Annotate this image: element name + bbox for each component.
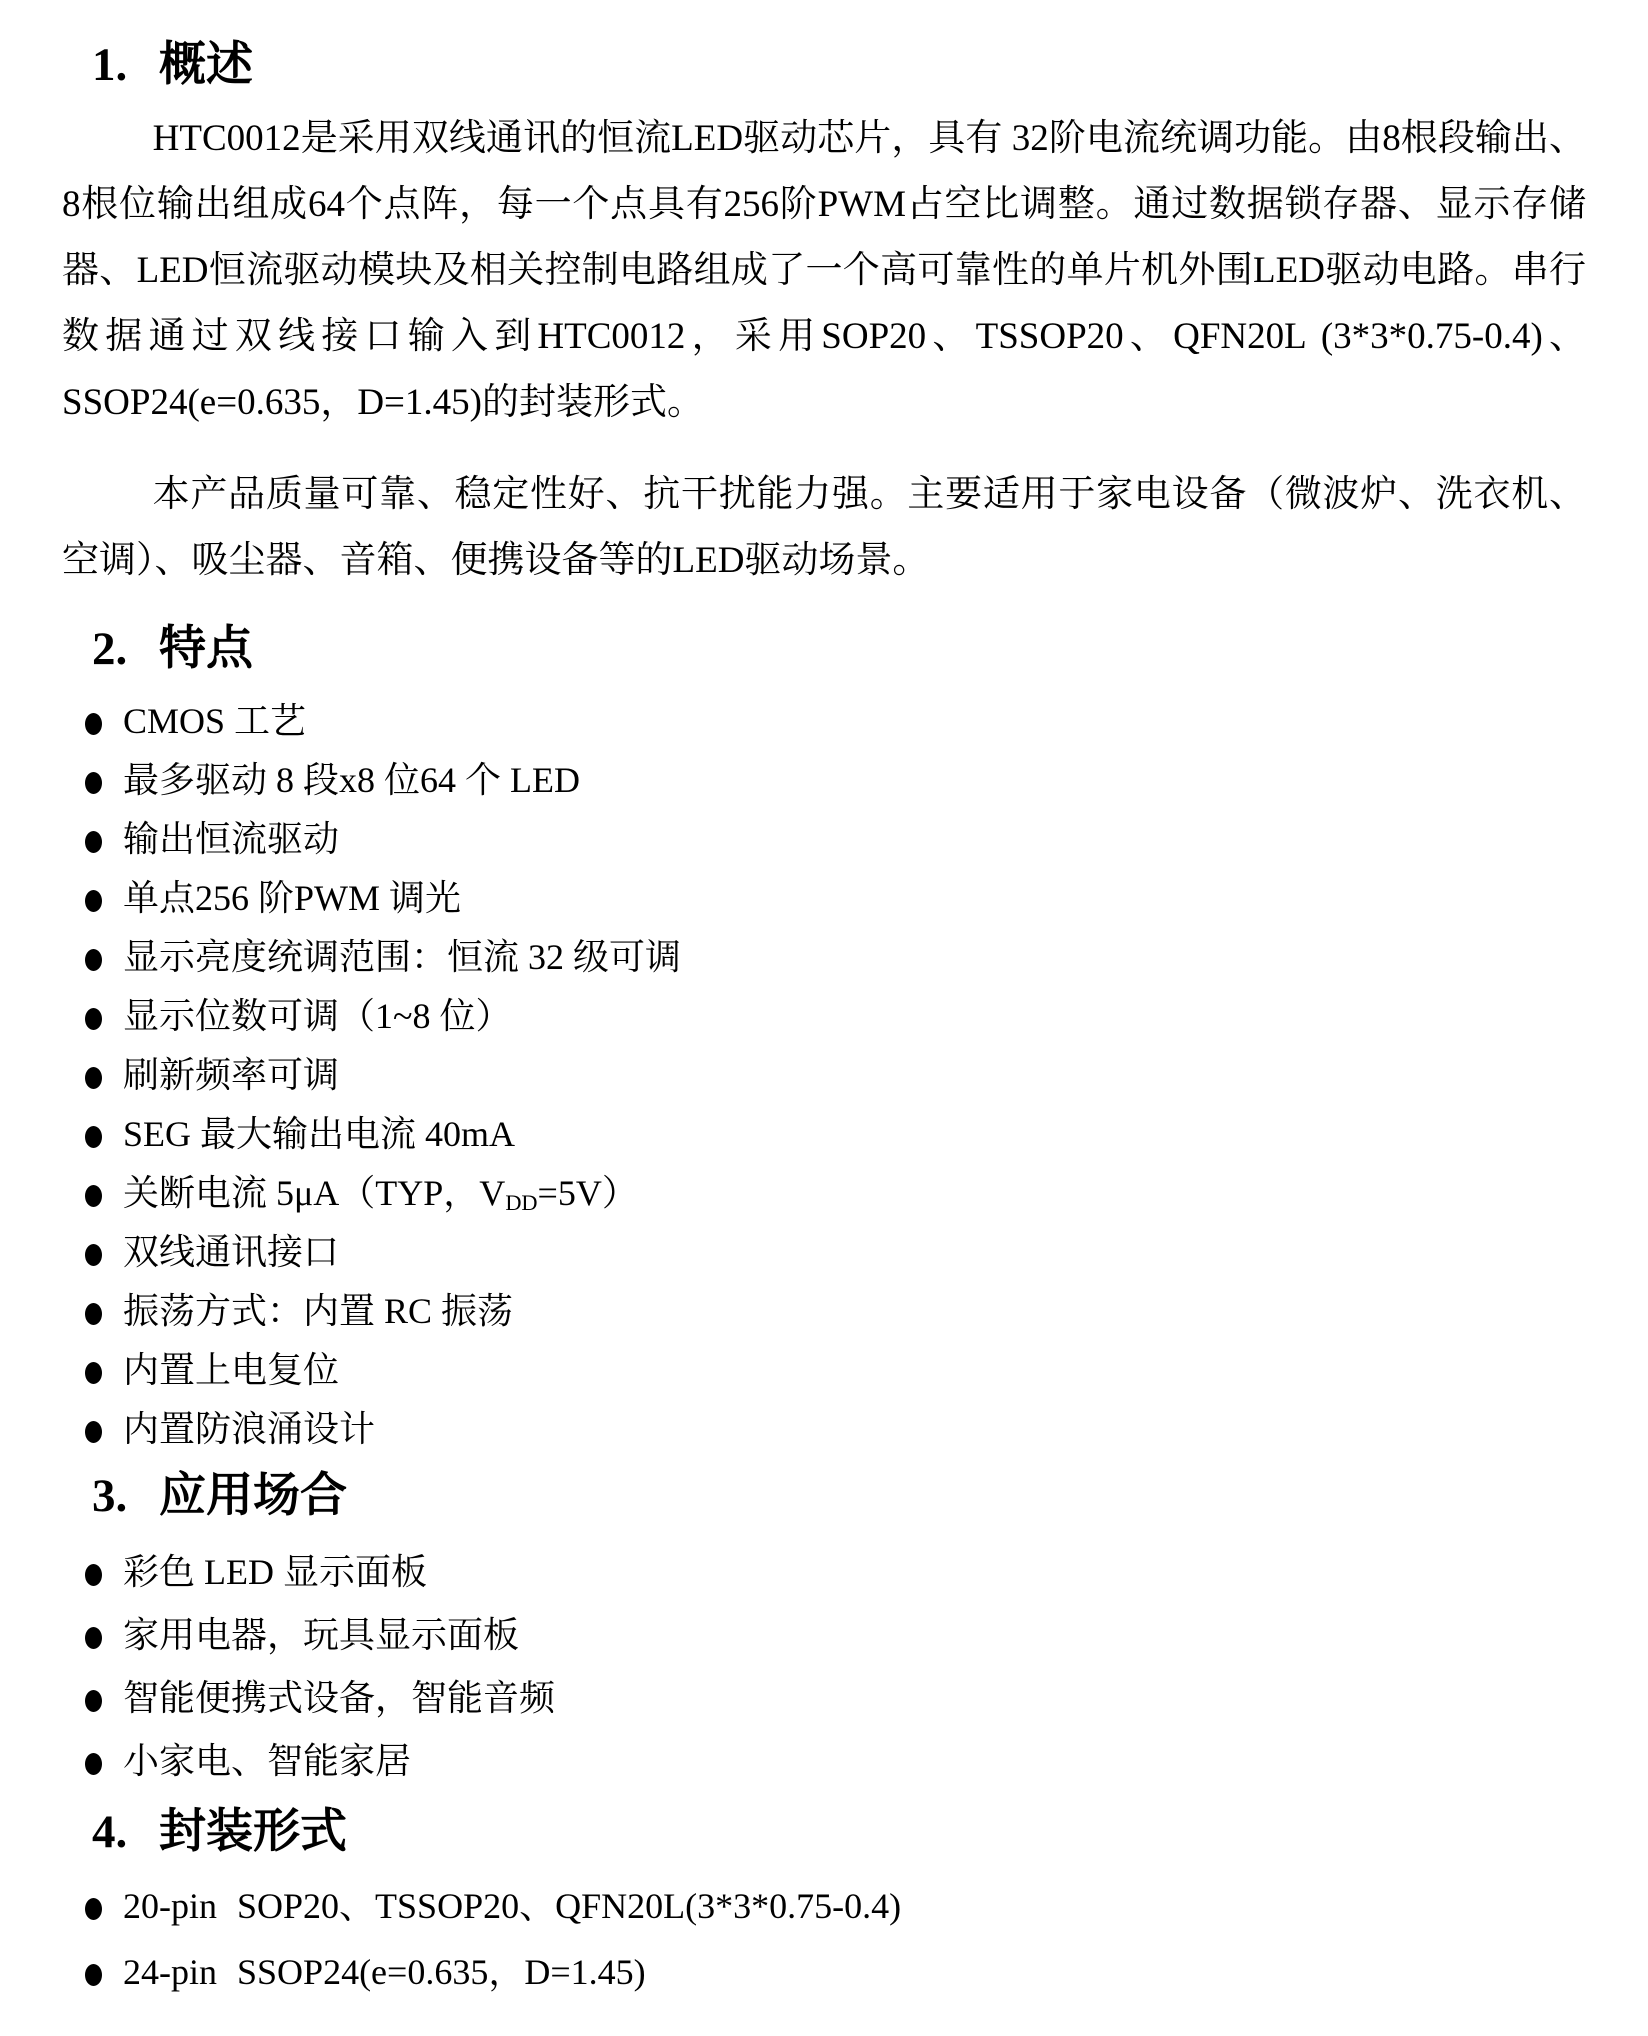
section-overview-title: 概述 xyxy=(159,39,253,91)
feature-text: 刷新频率可调 xyxy=(123,1055,340,1095)
feature-text: SEG 最大输出电流 40mA xyxy=(123,1114,516,1154)
application-text: 小家电、智能家居 xyxy=(123,1741,412,1781)
package-text xyxy=(123,1952,646,1992)
section-applications-title: 应用场合 xyxy=(159,1470,347,1522)
package-names: SOP20、TSSOP20、QFN20L(3*3*0.75-0.4) xyxy=(237,1886,902,1926)
feature-item xyxy=(62,928,1586,987)
applications-list xyxy=(62,1541,1586,1793)
feature-item xyxy=(62,1400,1586,1459)
feature-text-pre: 关断电流 5μA（TYP，V xyxy=(123,1173,506,1213)
feature-text: 输出恒流驱动 xyxy=(123,819,340,859)
application-text: 彩色 LED 显示面板 xyxy=(123,1552,427,1592)
bullet-icon xyxy=(85,1185,102,1207)
bullet-icon xyxy=(85,1564,102,1586)
feature-text: 振荡方式：内置 RC 振荡 xyxy=(123,1291,514,1331)
package-names: SSOP24(e=0.635，D=1.45) xyxy=(237,1952,646,1992)
application-item xyxy=(62,1667,1586,1730)
overview-paragraph-2: 本产品质量可靠、稳定性好、抗干扰能力强。主要适用于家电设备（微波炉、洗衣机、空调）、吸尘器、音箱、便携设备等的LED驱动场景。 xyxy=(62,474,1586,581)
feature-text: 双线通讯接口 xyxy=(123,1232,340,1272)
feature-item xyxy=(62,869,1586,928)
section-features-heading xyxy=(62,620,1586,678)
feature-text: 显示亮度统调范围：恒流 32 级可调 xyxy=(123,937,682,977)
bullet-icon xyxy=(85,1898,102,1920)
feature-item xyxy=(62,751,1586,810)
section-packages-number: 4. xyxy=(92,1806,128,1858)
bullet-icon xyxy=(85,1753,102,1775)
bullet-icon xyxy=(85,1303,102,1325)
packages-list xyxy=(62,1873,1586,2005)
bullet-icon xyxy=(85,1244,102,1266)
bullet-icon xyxy=(85,1362,102,1384)
feature-text-post: =5V） xyxy=(537,1173,638,1213)
bullet-icon xyxy=(85,713,102,735)
feature-text: 最多驱动 8 段x8 位64 个 LED xyxy=(123,760,580,800)
package-item xyxy=(62,1939,1586,2005)
bullet-icon xyxy=(85,831,102,853)
feature-item xyxy=(62,987,1586,1046)
bullet-icon xyxy=(85,949,102,971)
overview-paragraph-1: HTC0012是采用双线通讯的恒流LED驱动芯片，具有 32阶电流统调功能。由8根段输出、8根位输出组成64个点阵，每一个点具有256阶PWM占空比调整。通过数据锁存器、显示存储器、LED恒流驱动模块及相关控制电路组成了一个高可靠性的单片机外围LED驱动电路。串行数据通过双线接口输入到HTC0012，采用SOP20、TSSOP20、QFN20L (3*3*0.75-0.4)、SSOP24(e=0.635，D=1.45)的封装形式。 xyxy=(62,118,1586,423)
bullet-icon xyxy=(85,1126,102,1148)
section-overview-number: 1. xyxy=(92,39,128,91)
bullet-icon xyxy=(85,1008,102,1030)
package-text xyxy=(123,1886,901,1926)
application-item xyxy=(62,1604,1586,1667)
section-overview-heading xyxy=(62,36,1586,94)
features-list xyxy=(62,692,1586,1459)
bullet-icon xyxy=(85,1627,102,1649)
section-packages-heading xyxy=(62,1803,1586,1861)
application-item xyxy=(62,1541,1586,1604)
feature-text xyxy=(123,1173,638,1213)
feature-text: 内置上电复位 xyxy=(123,1350,340,1390)
feature-text: 单点256 阶PWM 调光 xyxy=(123,878,462,918)
application-item xyxy=(62,1730,1586,1793)
bullet-icon xyxy=(85,1421,102,1443)
package-pin-count: 20-pin xyxy=(123,1886,217,1926)
feature-text: CMOS 工艺 xyxy=(123,701,307,741)
vdd-subscript: DD xyxy=(505,1189,538,1215)
section-features-title: 特点 xyxy=(159,623,253,675)
bullet-icon xyxy=(85,1067,102,1089)
section-applications-heading xyxy=(62,1467,1586,1525)
section-features-number: 2. xyxy=(92,623,128,675)
bullet-icon xyxy=(85,1964,102,1986)
section-applications-number: 3. xyxy=(92,1470,128,1522)
feature-item-shutdown-current xyxy=(62,1164,1586,1223)
feature-item xyxy=(62,810,1586,869)
section-packages-title: 封装形式 xyxy=(159,1806,347,1858)
feature-item xyxy=(62,692,1586,751)
package-pin-count: 24-pin xyxy=(123,1952,217,1992)
package-item xyxy=(62,1873,1586,1939)
feature-text: 内置防浪涌设计 xyxy=(123,1409,376,1449)
feature-item xyxy=(62,1282,1586,1341)
bullet-icon xyxy=(85,772,102,794)
bullet-icon xyxy=(85,890,102,912)
feature-item xyxy=(62,1341,1586,1400)
bullet-icon xyxy=(85,1690,102,1712)
application-text: 智能便携式设备，智能音频 xyxy=(123,1678,556,1718)
feature-item xyxy=(62,1223,1586,1282)
application-text: 家用电器，玩具显示面板 xyxy=(123,1615,520,1655)
feature-text: 显示位数可调（1~8 位） xyxy=(123,996,512,1036)
feature-item xyxy=(62,1105,1586,1164)
feature-item xyxy=(62,1046,1586,1105)
